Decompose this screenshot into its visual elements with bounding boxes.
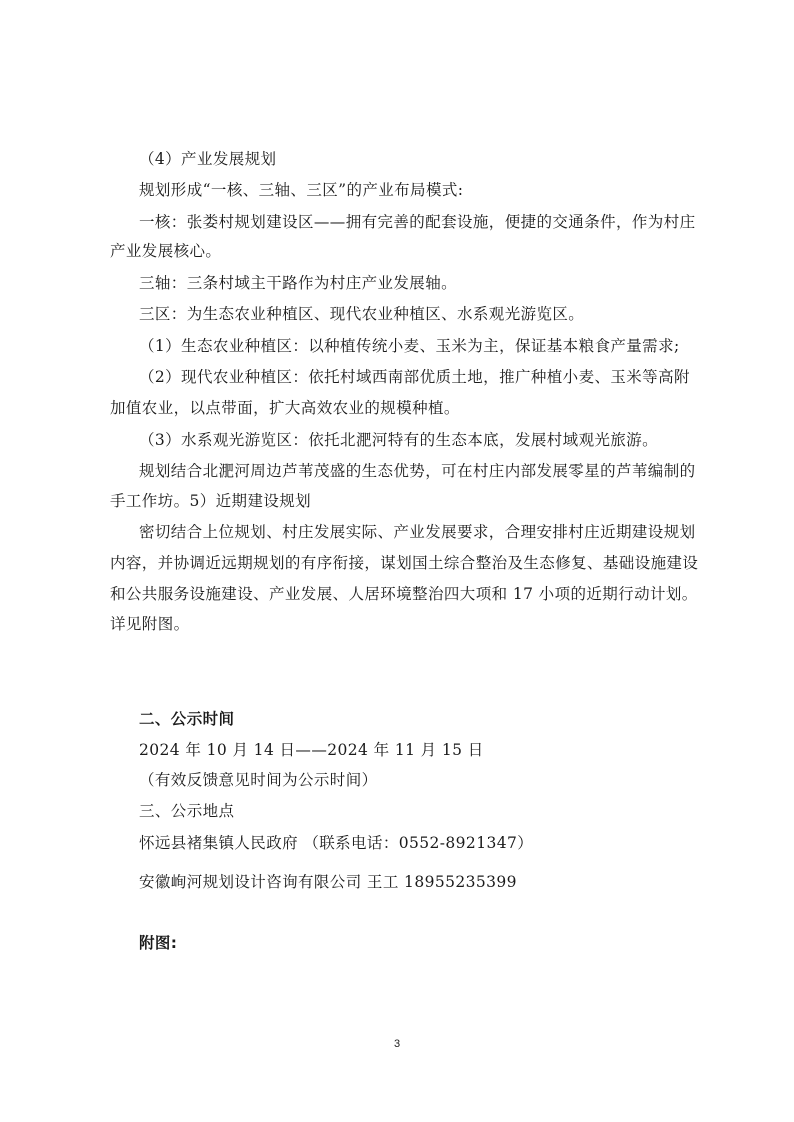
zone1-paragraph: （1）生态农业种植区：以种植传统小麦、玉米为主，保证基本粮食产量需求;	[139, 337, 680, 355]
zones-paragraph: 三区：为生态农业种植区、现代农业种植区、水系观光游览区。	[139, 305, 585, 323]
reed-paragraph-line2: 手工作坊。5）近期建设规划	[110, 492, 312, 510]
section-4-heading: （4）产业发展规划	[139, 150, 277, 168]
zone2-paragraph-line2: 加值农业，以点带面，扩大高效农业的规模种植。	[110, 399, 460, 417]
notice-dates: 2024 年 10 月 14 日——2024 年 11 月 15 日	[139, 741, 484, 759]
reed-paragraph-line1: 规划结合北淝河周边芦苇茂盛的生态优势，可在村庄内部发展零星的芦苇编制的	[139, 462, 696, 480]
appendix-heading: 附图:	[139, 934, 178, 952]
near-term-line4: 详见附图。	[110, 615, 190, 633]
section-2-heading: 二、公示时间	[139, 710, 235, 728]
notice-dates-note: （有效反馈意见时间为公示时间）	[139, 771, 378, 789]
axes-paragraph: 三轴：三条村域主干路作为村庄产业发展轴。	[139, 274, 458, 292]
core-paragraph-line2: 产业发展核心。	[110, 242, 222, 260]
zone3-paragraph: （3）水系观光游览区：依托北淝河特有的生态本底，发展村域观光旅游。	[139, 431, 659, 449]
near-term-line3: 和公共服务设施建设、产业发展、人居环境整治四大项和 17 小项的近期行动计划。	[110, 585, 698, 603]
near-term-line2: 内容，并协调近远期规划的有序衔接，谋划国土综合整治及生态修复、基础设施建设	[110, 554, 699, 572]
zone2-paragraph-line1: （2）现代农业种植区：依托村域西南部优质土地，推广种植小麦、玉米等高附	[139, 368, 690, 386]
page-number: 3	[393, 1038, 401, 1050]
near-term-line1: 密切结合上位规划、村庄发展实际、产业发展要求，合理安排村庄近期建设规划	[139, 523, 696, 541]
place-government: 怀远县褚集镇人民政府 （联系电话：0552-8921347）	[139, 834, 534, 852]
section-3-heading: 三、公示地点	[139, 802, 235, 820]
layout-intro: 规划形成“一核、三轴、三区”的产业布局模式:	[139, 181, 464, 199]
core-paragraph-line1: 一核：张娄村规划建设区——拥有完善的配套设施，便捷的交通条件，作为村庄	[139, 213, 696, 231]
place-design-company: 安徽峋河规划设计咨询有限公司 王工 18955235399	[139, 873, 517, 891]
